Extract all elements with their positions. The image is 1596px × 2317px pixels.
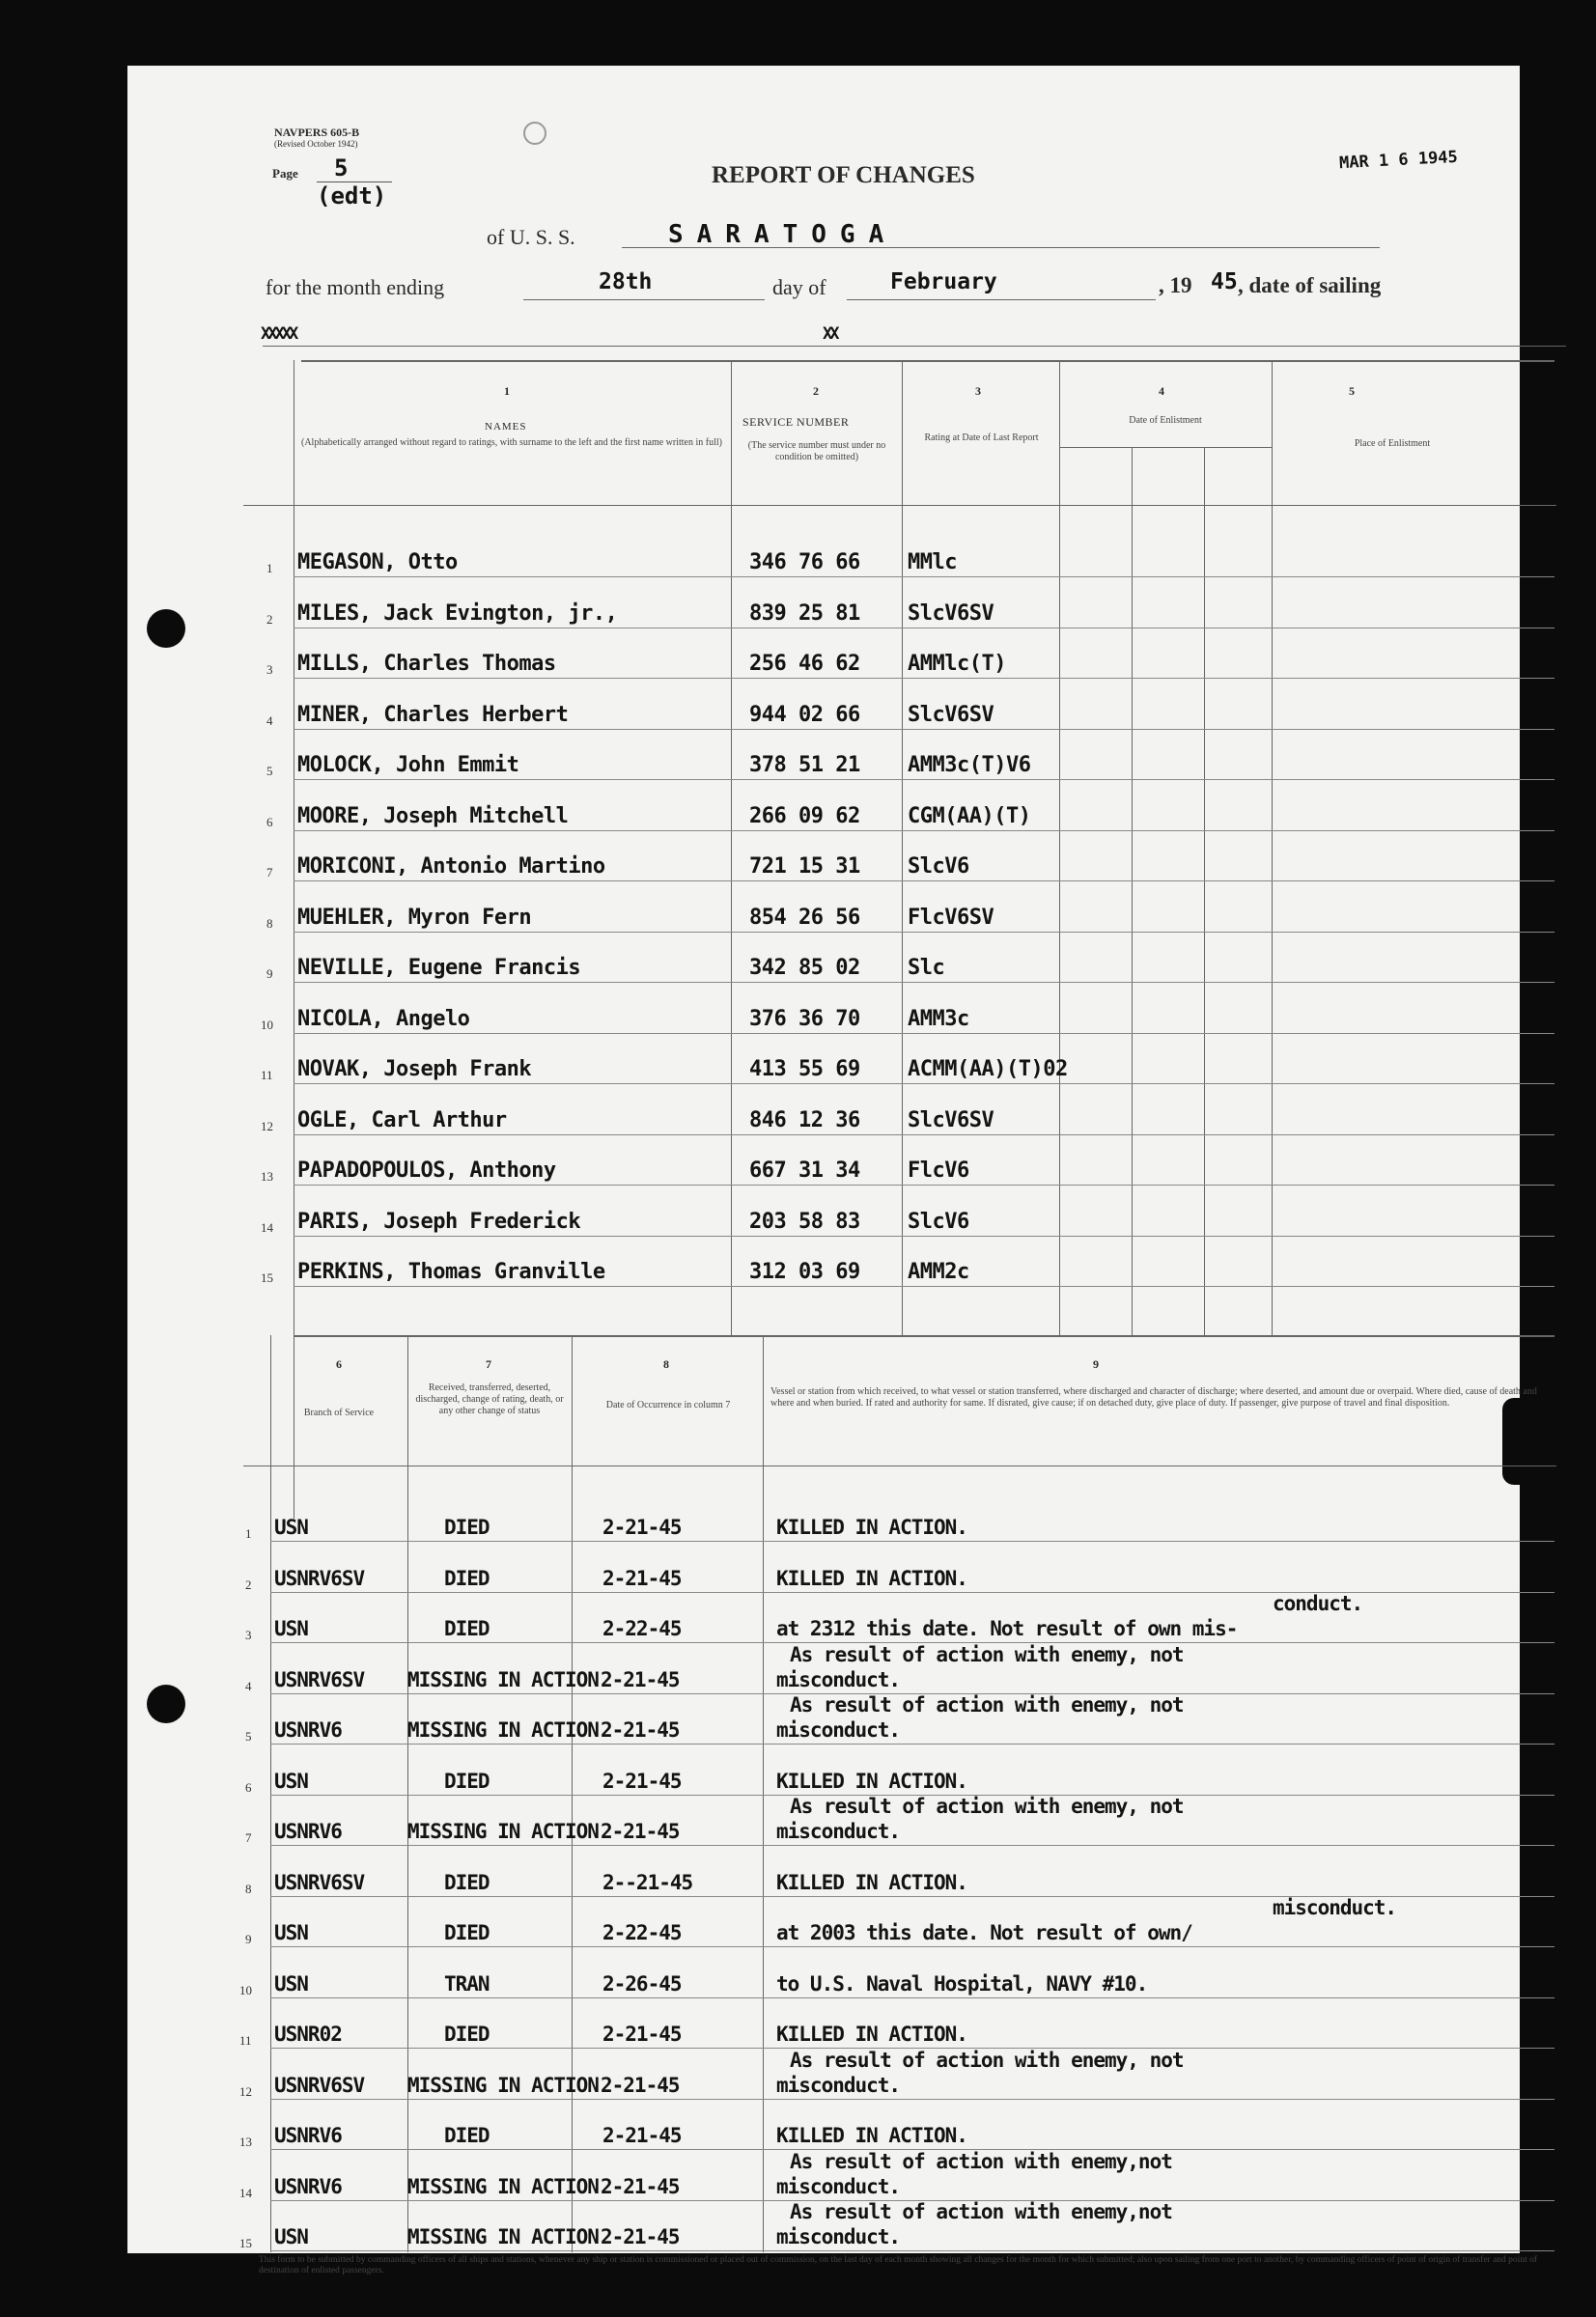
- status-change: DIED: [444, 1617, 490, 1640]
- row-rule: [294, 779, 1554, 780]
- row-rule: [294, 1134, 1554, 1135]
- status-change: MISSING IN ACTION: [407, 2225, 599, 2248]
- rating: Slc: [908, 956, 945, 980]
- row-number: 12: [261, 1118, 273, 1133]
- month-ending-label: for the month ending: [266, 275, 445, 299]
- status-change: DIED: [444, 1566, 490, 1590]
- service-number: 944 02 66: [749, 702, 860, 727]
- remark-top-line: As result of action with enemy, not: [790, 2048, 1184, 2072]
- remark-top-line: conduct.: [1273, 1592, 1363, 1615]
- row-number: 12: [239, 2083, 252, 2099]
- branch-of-service: USNRV6SV: [274, 1566, 365, 1590]
- col1-number: 1: [504, 384, 510, 398]
- rating: SlcV6SV: [908, 1107, 994, 1132]
- col6-number: 6: [336, 1357, 342, 1371]
- row-number: 14: [261, 1219, 273, 1235]
- row-rule: [294, 932, 1554, 933]
- occurrence-date: 2-21-45: [601, 2174, 680, 2198]
- remark-top-line: As result of action with enemy, not: [790, 1795, 1184, 1818]
- occurrence-date: 2-21-45: [601, 2225, 680, 2248]
- row-rule: [270, 2250, 1554, 2251]
- status-change: DIED: [444, 1921, 490, 1944]
- rating: AMM3c: [908, 1006, 969, 1031]
- sailing-label: , date of sailing: [1238, 273, 1382, 297]
- remark-top-line: As result of action with enemy, not: [790, 1642, 1184, 1666]
- row-rule: [270, 1845, 1554, 1846]
- col1-note: (Alphabetically arranged without regard to ratings, with surname to the left and the first name written in full): [301, 437, 722, 448]
- sailing-to-typed: XX: [823, 324, 837, 344]
- col3-title: Rating at Date of Last Report: [924, 433, 1039, 443]
- member-name: PAPADOPOULOS, Anthony: [297, 1158, 556, 1183]
- rating: AMMlc(T): [908, 652, 1006, 676]
- row-rule: [270, 1541, 1554, 1542]
- report-title: REPORT OF CHANGES: [712, 162, 975, 188]
- row-number: 13: [261, 1169, 273, 1184]
- remark: misconduct.: [776, 1718, 901, 1742]
- service-number: 378 51 21: [749, 753, 860, 777]
- page-number: 5: [334, 154, 349, 181]
- page-note: (edt): [317, 182, 387, 209]
- col8-number: 8: [663, 1357, 669, 1371]
- branch-of-service: USNRV6: [274, 2174, 342, 2198]
- remark: at 2312 this date. Not result of own mis-: [776, 1617, 1238, 1640]
- row-number: 6: [266, 814, 273, 829]
- member-name: NICOLA, Angelo: [297, 1006, 470, 1031]
- status-change: MISSING IN ACTION: [407, 1667, 599, 1691]
- remark: at 2003 this date. Not result of own/: [776, 1921, 1192, 1944]
- service-number: 376 36 70: [749, 1006, 860, 1031]
- col2-note: (The service number must under no condition be omitted): [747, 440, 886, 462]
- status-change: TRAN: [444, 1971, 490, 1996]
- col2-title: SERVICE NUMBER: [742, 415, 850, 429]
- remark-top-line: As result of action with enemy,not: [790, 2200, 1172, 2223]
- branch-of-service: USN: [274, 2225, 308, 2248]
- occurrence-date: 2-22-45: [602, 1921, 682, 1944]
- member-name: MUEHLER, Myron Fern: [297, 905, 532, 930]
- member-name: MEGASON, Otto: [297, 550, 458, 574]
- rating: ACMM(AA)(T)02: [908, 1057, 1068, 1081]
- row-rule: [294, 1236, 1554, 1237]
- row-rule: [294, 982, 1554, 983]
- col6-title: Branch of Service: [303, 1408, 375, 1418]
- member-name: MORICONI, Antonio Martino: [297, 854, 605, 879]
- status-change: DIED: [444, 1870, 490, 1894]
- remark: KILLED IN ACTION.: [776, 2023, 967, 2046]
- occurrence-date: 2--21-45: [602, 1870, 693, 1894]
- member-name: OGLE, Carl Arthur: [297, 1107, 507, 1132]
- service-number: 413 55 69: [749, 1057, 860, 1081]
- occurrence-date: 2-26-45: [602, 1971, 682, 1996]
- branch-of-service: USN: [274, 1617, 308, 1640]
- binder-clip-right: [1502, 1398, 1520, 1485]
- row-number: 10: [239, 1982, 252, 1997]
- row-number: 2: [266, 611, 273, 627]
- remark: misconduct.: [776, 2174, 901, 2198]
- branch-of-service: USNRV6SV: [274, 1667, 365, 1691]
- occurrence-date: 2-21-45: [602, 1566, 682, 1590]
- row-number: 1: [245, 1526, 252, 1541]
- service-number: 721 15 31: [749, 854, 860, 879]
- row-number: 1: [266, 561, 273, 575]
- row-number: 6: [245, 1779, 252, 1795]
- branch-of-service: USN: [274, 1769, 308, 1793]
- row-rule: [294, 1033, 1554, 1034]
- report-month: February: [890, 269, 997, 294]
- row-number: 11: [261, 1068, 273, 1082]
- service-number: 312 03 69: [749, 1260, 860, 1284]
- service-number: 854 26 56: [749, 905, 860, 930]
- remark: KILLED IN ACTION.: [776, 1566, 967, 1590]
- branch-of-service: USNRV6: [274, 1718, 342, 1742]
- row-number: 8: [266, 915, 273, 931]
- row-number: 7: [245, 1830, 252, 1845]
- status-change: MISSING IN ACTION: [407, 1820, 599, 1843]
- status-change: DIED: [444, 1516, 490, 1539]
- remark: KILLED IN ACTION.: [776, 1516, 967, 1539]
- row-rule: [294, 678, 1554, 679]
- status-change: DIED: [444, 2124, 490, 2147]
- row-number: 13: [239, 2135, 252, 2149]
- remark: misconduct.: [776, 1667, 901, 1691]
- occurrence-date: 2-21-45: [602, 2023, 682, 2046]
- row-rule: [270, 1744, 1554, 1745]
- remark-top-line: misconduct.: [1273, 1896, 1397, 1919]
- punch-hole-top: [147, 609, 185, 648]
- occurrence-date: 2-21-45: [601, 1667, 680, 1691]
- row-number: 14: [239, 2185, 252, 2200]
- rating: SlcV6SV: [908, 702, 994, 727]
- status-change: DIED: [444, 1769, 490, 1793]
- row-rule: [294, 830, 1554, 831]
- rating: AMM2c: [908, 1260, 969, 1284]
- rating: FlcV6SV: [908, 905, 994, 930]
- row-number: 3: [266, 662, 273, 677]
- row-number: 15: [239, 2236, 252, 2250]
- status-change: MISSING IN ACTION: [407, 1718, 599, 1742]
- rating: AMM3c(T)V6: [908, 753, 1031, 777]
- row-number: 11: [239, 2033, 252, 2048]
- ship-name: SARATOGA: [668, 220, 898, 249]
- row-number: 8: [245, 1881, 252, 1896]
- status-change: DIED: [444, 2023, 490, 2046]
- member-name: MILLS, Charles Thomas: [297, 652, 556, 676]
- day-of-label: day of: [772, 275, 826, 299]
- rating: SlcV6: [908, 854, 969, 879]
- remark-top-line: As result of action with enemy,not: [790, 2149, 1172, 2173]
- remark: KILLED IN ACTION.: [776, 1769, 967, 1793]
- row-rule: [270, 1997, 1554, 1998]
- occurrence-date: 2-21-45: [602, 1516, 682, 1539]
- row-number: 7: [266, 865, 273, 879]
- row-number: 15: [261, 1270, 273, 1285]
- col8-title: Date of Occurrence in column 7: [605, 1400, 731, 1410]
- branch-of-service: USNRV6SV: [274, 2073, 365, 2097]
- row-number: 5: [245, 1729, 252, 1744]
- row-number: 9: [266, 966, 273, 981]
- col1-title: NAMES: [485, 421, 527, 433]
- occurrence-date: 2-21-45: [601, 1820, 680, 1843]
- occurrence-date: 2-21-45: [602, 1769, 682, 1793]
- col7-title: Received, transferred, deserted, discharged, change of rating, death, or any other change of status: [415, 1382, 564, 1416]
- rating: SlcV6: [908, 1209, 969, 1234]
- rating: MMlc: [908, 550, 957, 574]
- received-stamp: MAR 1 6 1945: [1338, 147, 1459, 174]
- col4-number: 4: [1159, 384, 1164, 398]
- service-number: 346 76 66: [749, 550, 860, 574]
- year-prefix: , 19: [1159, 273, 1192, 297]
- col5-number: 5: [1349, 384, 1355, 398]
- member-name: MOLOCK, John Emmit: [297, 753, 519, 777]
- row-number: 9: [245, 1932, 252, 1946]
- member-name: PERKINS, Thomas Granville: [297, 1260, 605, 1284]
- service-number: 342 85 02: [749, 956, 860, 980]
- branch-of-service: USN: [274, 1971, 308, 1996]
- row-number: 2: [245, 1577, 252, 1592]
- row-rule: [294, 1185, 1554, 1186]
- row-number: 4: [245, 1678, 252, 1693]
- form-footer: This form to be submitted by commanding officers of all ships and stations, whenever any ship or station is commissioned or placed out of commission, on the last day of each month showing all changes for the month for which submitted; also upon sailing from one port to another, by commanding officers of point of origin of transfer and point of destination of enlisted passengers.: [259, 2255, 1538, 2275]
- row-number: 4: [266, 712, 273, 728]
- col7-number: 7: [486, 1357, 491, 1371]
- service-number: 203 58 83: [749, 1209, 860, 1234]
- row-rule: [294, 880, 1554, 881]
- service-number: 667 31 34: [749, 1158, 860, 1183]
- branch-of-service: USN: [274, 1921, 308, 1944]
- page-label: Page: [272, 166, 298, 181]
- rating: SlcV6SV: [908, 600, 994, 626]
- row-rule: [294, 576, 1554, 577]
- report-page: [127, 66, 1538, 2275]
- status-change: MISSING IN ACTION: [407, 2073, 599, 2097]
- form-revised: (Revised October 1942): [274, 139, 358, 149]
- service-number: 256 46 62: [749, 652, 860, 676]
- punch-hole-bottom: [147, 1685, 185, 1723]
- member-name: MINER, Charles Herbert: [297, 702, 569, 727]
- seal-icon: [523, 122, 546, 145]
- occurrence-date: 2-21-45: [601, 1718, 680, 1742]
- col5-title: Place of Enlistment: [1354, 438, 1431, 449]
- of-uss-label: of U. S. S.: [487, 225, 575, 249]
- remark: misconduct.: [776, 2073, 901, 2097]
- row-rule: [294, 1286, 1554, 1287]
- service-number: 846 12 36: [749, 1107, 860, 1132]
- remark: to U.S. Naval Hospital, NAVY #10.: [776, 1971, 1148, 1996]
- occurrence-date: 2-22-45: [602, 1617, 682, 1640]
- report-day: 28th: [599, 269, 653, 294]
- remark-top-line: As result of action with enemy, not: [790, 1693, 1184, 1717]
- remark: misconduct.: [776, 2225, 901, 2248]
- row-number: 5: [266, 764, 273, 778]
- occurrence-date: 2-21-45: [602, 2124, 682, 2147]
- branch-of-service: USNRV6SV: [274, 1870, 365, 1894]
- col3-number: 3: [975, 384, 981, 398]
- col9-title: Vessel or station from which received, to what vessel or station transferred, where discharged and character of discharge; where deserted, and amount due or overpaid. Where died, cause of death and where and when buried. If rated and authority for same. If disrated, give cause; if on detached duty, give place of duty. If passenger, give purpose of travel and final disposition.: [770, 1386, 1537, 1409]
- remark: KILLED IN ACTION.: [776, 2124, 967, 2147]
- occurrence-date: 2-21-45: [601, 2073, 680, 2097]
- row-rule: [270, 1946, 1554, 1947]
- branch-of-service: USN: [274, 1516, 308, 1539]
- branch-of-service: USNRV6: [274, 2124, 342, 2147]
- service-number: 839 25 81: [749, 600, 860, 626]
- member-name: MOORE, Joseph Mitchell: [297, 803, 569, 828]
- row-rule: [270, 2099, 1554, 2100]
- rating: CGM(AA)(T): [908, 803, 1031, 828]
- service-number: 266 09 62: [749, 803, 860, 828]
- member-name: MILES, Jack Evington, jr.,: [297, 600, 618, 626]
- row-rule: [294, 729, 1554, 730]
- member-name: NEVILLE, Eugene Francis: [297, 956, 581, 980]
- member-name: PARIS, Joseph Frederick: [297, 1209, 581, 1234]
- col4-title: Date of Enlistment: [1129, 415, 1202, 426]
- row-number: 10: [261, 1017, 273, 1032]
- row-rule: [294, 1083, 1554, 1084]
- col9-number: 9: [1093, 1357, 1099, 1371]
- row-number: 3: [245, 1628, 252, 1642]
- col2-number: 2: [813, 384, 819, 398]
- form-number: NAVPERS 605-B: [274, 126, 360, 139]
- remark: misconduct.: [776, 1820, 901, 1843]
- member-name: NOVAK, Joseph Frank: [297, 1057, 532, 1081]
- status-change: MISSING IN ACTION: [407, 2174, 599, 2198]
- branch-of-service: USNR02: [274, 2023, 342, 2046]
- sailing-from-typed: XXXXX: [261, 324, 296, 344]
- report-year: 45: [1211, 269, 1238, 294]
- rating: FlcV6: [908, 1158, 969, 1183]
- remark: KILLED IN ACTION.: [776, 1870, 967, 1894]
- branch-of-service: USNRV6: [274, 1820, 342, 1843]
